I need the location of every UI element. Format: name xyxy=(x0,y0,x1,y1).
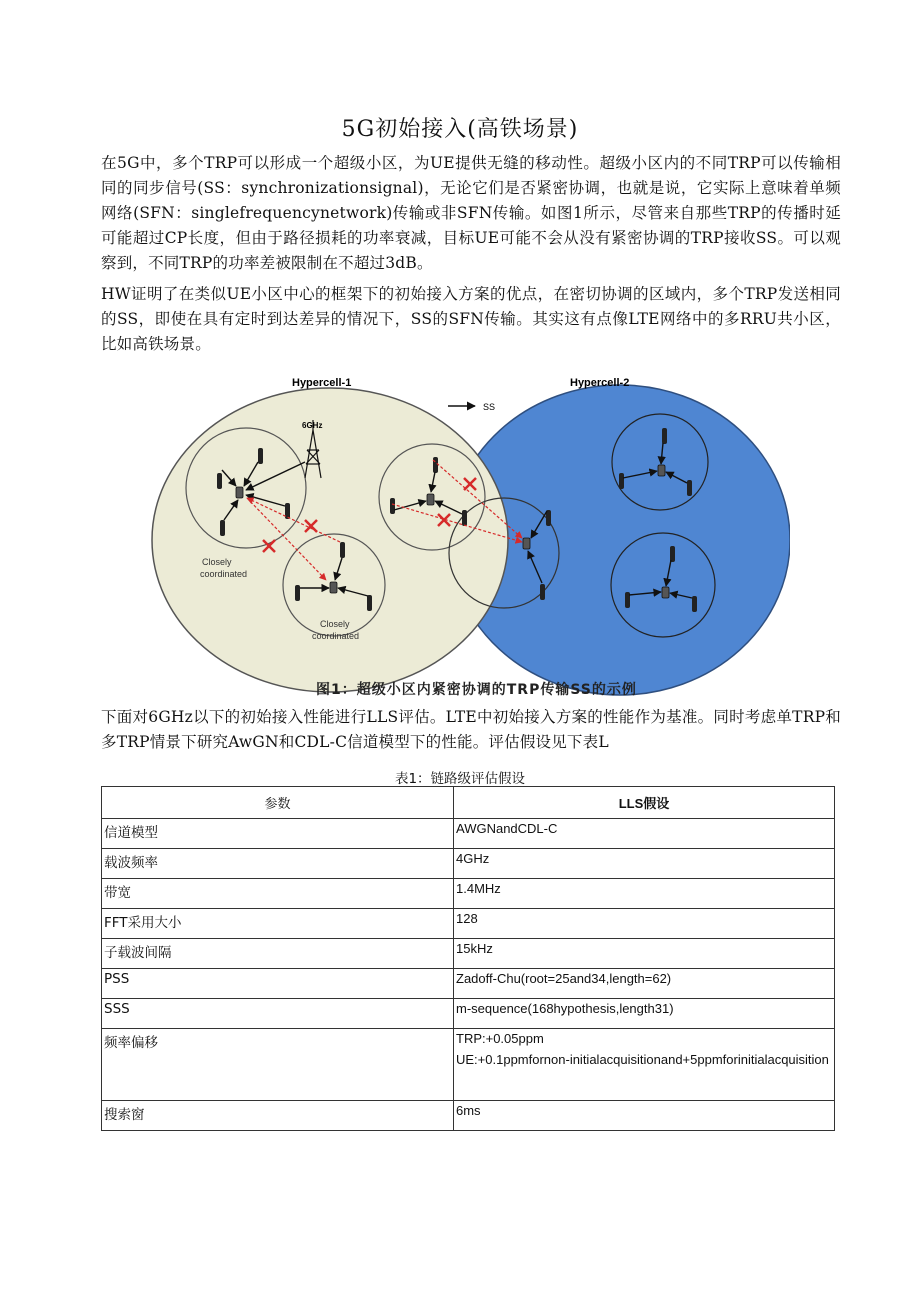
param-cell: 载波频率 xyxy=(102,849,454,879)
antenna-icon xyxy=(662,428,667,444)
page-title: 5G初始接入(高铁场景) xyxy=(341,117,579,142)
coordinated-label-1: coordinated xyxy=(200,569,248,579)
table-row xyxy=(102,939,835,969)
value-cell: 1.4MHz xyxy=(454,879,835,909)
ue-phone-icon xyxy=(330,582,337,593)
antenna-icon xyxy=(258,448,263,464)
table-row xyxy=(102,1101,835,1131)
antenna-icon xyxy=(692,596,697,612)
antenna-icon xyxy=(433,457,438,473)
table-header-row xyxy=(102,787,835,819)
antenna-icon xyxy=(687,480,692,496)
hypercell-1-area xyxy=(152,388,508,692)
closely-label-1: Closely xyxy=(202,557,232,567)
value-line: UE:+0.1ppmfornon-initialacquisitionand+5ppmforinitialacquisition xyxy=(456,1052,829,1067)
value-cell: AWGNandCDL-C xyxy=(454,819,835,849)
coordinated-label-2: coordinated xyxy=(312,631,360,641)
ue-phone-icon xyxy=(662,587,669,598)
antenna-icon xyxy=(367,595,372,611)
table-row xyxy=(102,999,835,1029)
paragraph-hw: HW证明了在类似UE小区中心的框架下的初始接入方案的优点，在密切协调的区域内，多个TRP发送相同的SS，即使在具有定时到达差异的情况下，SS的SFN传输。其实这有点像LTE网络中的多RRU共小区，比如高铁场景。 xyxy=(101,285,841,353)
value-cell: 6ms xyxy=(454,1101,835,1131)
antenna-icon xyxy=(390,498,395,514)
value-cell xyxy=(454,1029,835,1101)
antenna-icon xyxy=(217,473,222,489)
closely-label-2: Closely xyxy=(320,619,350,629)
ue-phone-icon xyxy=(427,494,434,505)
header-param: 参数 xyxy=(102,787,454,819)
param-cell: 频率偏移 xyxy=(102,1029,454,1101)
hypercell-2-label: Hypercell-2 xyxy=(570,377,630,389)
ue-phone-icon xyxy=(523,538,530,549)
table-row xyxy=(102,849,835,879)
antenna-icon xyxy=(340,542,345,558)
table-row xyxy=(102,879,835,909)
ue-phone-icon xyxy=(236,487,243,498)
param-cell: 信道模型 xyxy=(102,819,454,849)
table-caption: 表1：链路级评估假设 xyxy=(394,771,526,787)
hypercell-1-label: Hypercell-1 xyxy=(292,377,352,389)
paragraph-intro: 在5G中，多个TRP可以形成一个超级小区，为UE提供无缝的移动性。超级小区内的不同TRP可以传输相同的同步信号(SS：synchronizationsignal)，无论它们是否紧密协调，也就是说，它实际上意味着单频网络(SFN：singlefrequencynetwork)传输或非SFN传输。如图1所示，尽管来自那些TRP的传播时延可能超过CP长度，但由于路径损耗的功率衰减，目标UE可能不会从没有紧密协调的TRP接收SS。可以观察到，不同TRP的功率差被限制在不超过3dB。 xyxy=(101,154,841,272)
figure-caption: 图1：超级小区内紧密协调的TRP传输SS的示例 xyxy=(316,682,637,698)
value-line: TRP:+0.05ppm xyxy=(456,1031,544,1046)
antenna-icon xyxy=(540,584,545,600)
table-row xyxy=(102,909,835,939)
param-cell: 带宽 xyxy=(102,879,454,909)
param-cell: PSS xyxy=(102,969,454,999)
antenna-icon xyxy=(670,546,675,562)
paragraph-lls: 下面对6GHz以下的初始接入性能进行LLS评估。LTE中初始接入方案的性能作为基准。同时考虑单TRP和多TRP情景下研究AwGN和CDL-C信道模型下的性能。评估假设见下表L xyxy=(101,708,841,751)
param-cell: 搜索窗 xyxy=(102,1101,454,1131)
table-row xyxy=(102,819,835,849)
param-cell: 子载波间隔 xyxy=(102,939,454,969)
legend-ss-label: SS xyxy=(483,402,496,412)
value-cell: 15kHz xyxy=(454,939,835,969)
antenna-icon xyxy=(295,585,300,601)
ue-phone-icon xyxy=(658,465,665,476)
freq-label: 6GHz xyxy=(302,421,323,430)
antenna-icon xyxy=(220,520,225,536)
table-row xyxy=(102,1029,835,1101)
hypercell-figure xyxy=(150,370,790,700)
table-row xyxy=(102,969,835,999)
value-cell: 4GHz xyxy=(454,849,835,879)
value-cell: m-sequence(168hypothesis,length31) xyxy=(454,999,835,1029)
antenna-icon xyxy=(462,510,467,526)
antenna-icon xyxy=(285,503,290,519)
antenna-icon xyxy=(619,473,624,489)
value-cell: Zadoff-Chu(root=25and34,length=62) xyxy=(454,969,835,999)
param-cell: SSS xyxy=(102,999,454,1029)
param-cell: FFT采用大小 xyxy=(102,909,454,939)
header-lls: LLS假设 xyxy=(454,787,835,819)
lls-assumptions-table xyxy=(101,786,835,1131)
value-cell: 128 xyxy=(454,909,835,939)
